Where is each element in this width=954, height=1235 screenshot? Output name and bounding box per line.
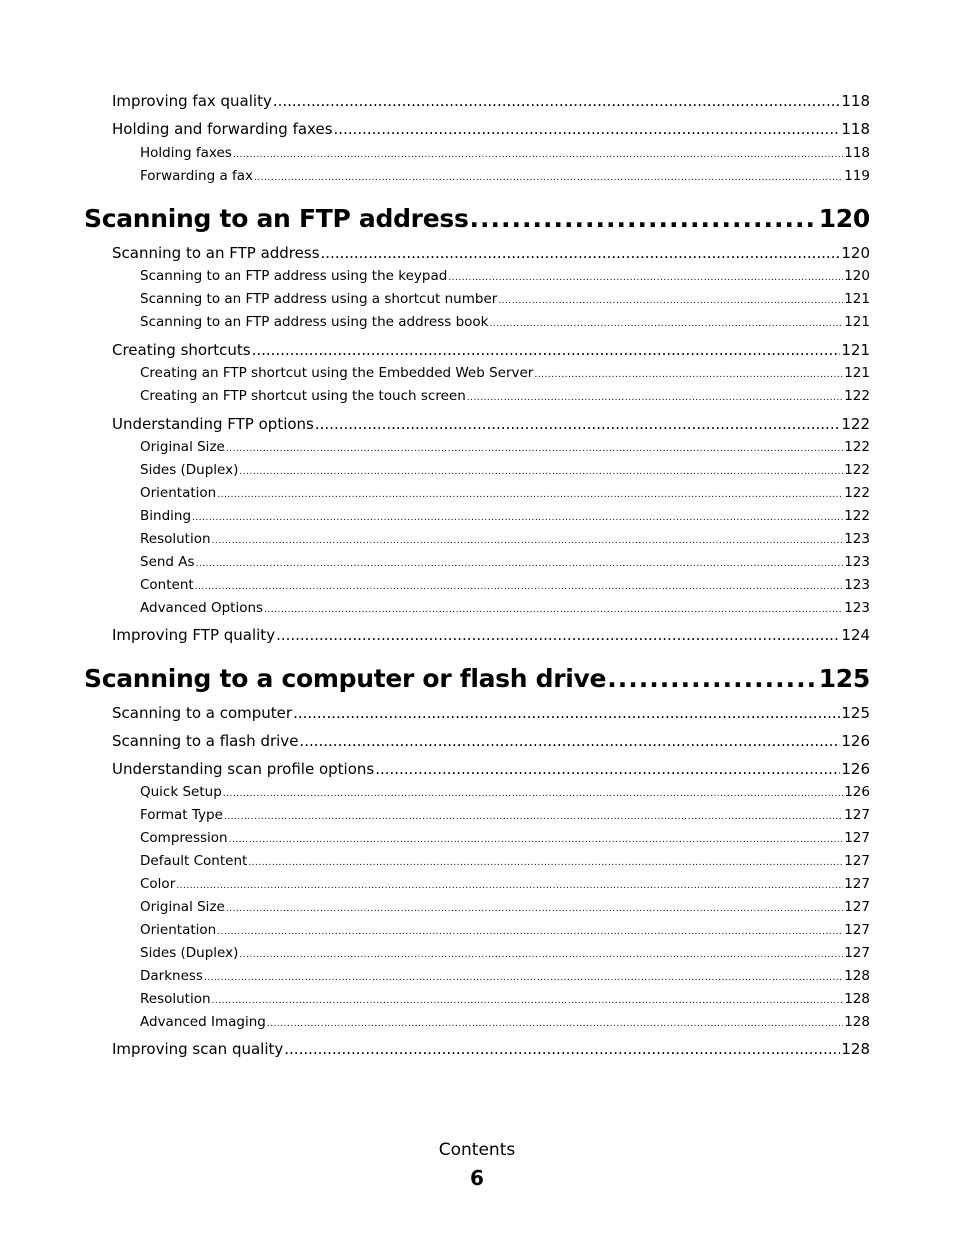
entry-page-number: 122 [844, 508, 870, 524]
entry-page-number: 125 [818, 664, 870, 693]
entry-title: Advanced Imaging [140, 1014, 266, 1030]
chapter-entry[interactable] [84, 204, 870, 233]
entry-page-number: 127 [844, 922, 870, 938]
entry-page-number: 125 [841, 704, 870, 722]
entry-page-number: 127 [844, 853, 870, 869]
dot-leader [226, 444, 843, 454]
section-entry[interactable] [112, 415, 870, 433]
subsection-entry[interactable] [140, 876, 870, 892]
entry-page-number: 121 [844, 291, 870, 307]
dot-leader [192, 513, 843, 523]
footer-section-label: Contents [438, 1140, 516, 1160]
dot-leader [217, 927, 843, 937]
dot-leader [226, 904, 843, 914]
entry-page-number: 119 [844, 168, 870, 184]
dot-leader [204, 973, 843, 983]
subsection-entry[interactable] [140, 1014, 870, 1030]
entry-page-number: 128 [844, 968, 870, 984]
section-entry[interactable] [112, 760, 870, 778]
subsection-entry[interactable] [140, 830, 870, 846]
dot-leader [321, 244, 841, 262]
entry-page-number: 127 [844, 830, 870, 846]
section-entry[interactable] [112, 341, 870, 359]
dot-leader [607, 664, 818, 693]
section-entry[interactable] [112, 1040, 870, 1058]
entry-title: Improving scan quality [112, 1040, 284, 1058]
dot-leader [467, 393, 843, 403]
entry-page-number: 123 [844, 600, 870, 616]
dot-leader [239, 467, 843, 477]
subsection-entry[interactable] [140, 991, 870, 1007]
dot-leader [273, 92, 841, 110]
dot-leader [276, 626, 840, 644]
entry-page-number: 118 [841, 92, 870, 110]
entry-title: Default Content [140, 853, 248, 869]
subsection-entry[interactable] [140, 439, 870, 455]
entry-title: Improving fax quality [112, 92, 272, 110]
entry-title: Color [140, 876, 176, 892]
entry-title: Sides (Duplex) [140, 462, 239, 478]
entry-page-number: 121 [844, 365, 870, 381]
subsection-entry[interactable] [140, 899, 870, 915]
entry-title: Orientation [140, 922, 217, 938]
entry-page-number: 120 [841, 244, 870, 262]
entry-page-number: 126 [841, 760, 870, 778]
section-entry[interactable] [112, 732, 870, 750]
entry-page-number: 123 [844, 554, 870, 570]
dot-leader [470, 204, 818, 233]
section-entry[interactable] [112, 244, 870, 262]
subsection-entry[interactable] [140, 600, 870, 616]
dot-leader [223, 789, 843, 799]
entry-page-number: 118 [841, 120, 870, 138]
entry-page-number: 118 [844, 145, 870, 161]
dot-leader [498, 296, 843, 306]
entry-title: Scanning to an FTP address using a shortcut number [140, 291, 498, 307]
subsection-entry[interactable] [140, 554, 870, 570]
dot-leader [315, 415, 840, 433]
entry-title: Content [140, 577, 194, 593]
subsection-entry[interactable] [140, 922, 870, 938]
entry-page-number: 128 [841, 1040, 870, 1058]
entry-page-number: 123 [844, 531, 870, 547]
dot-leader [196, 559, 844, 569]
entry-page-number: 127 [844, 807, 870, 823]
entry-page-number: 122 [844, 485, 870, 501]
section-entry[interactable] [112, 120, 870, 138]
chapter-entry[interactable] [84, 664, 870, 693]
entry-title: Scanning to a flash drive [112, 732, 299, 750]
entry-title: Scanning to an FTP address [112, 244, 320, 262]
entry-title: Advanced Options [140, 600, 264, 616]
entry-title: Creating an FTP shortcut using the touch screen [140, 388, 466, 404]
entry-title: Improving FTP quality [112, 626, 276, 644]
section-entry[interactable] [112, 704, 870, 722]
dot-leader [448, 273, 843, 283]
entry-title: Original Size [140, 899, 225, 915]
entry-title: Forwarding a fax [140, 168, 254, 184]
entry-title: Scanning to an FTP address [84, 204, 469, 233]
dot-leader [195, 582, 844, 592]
entry-page-number: 122 [844, 462, 870, 478]
dot-leader [224, 812, 843, 822]
entry-title: Quick Setup [140, 784, 222, 800]
dot-leader [264, 605, 843, 615]
dot-leader [267, 1019, 843, 1029]
dot-leader [489, 319, 843, 329]
subsection-entry[interactable] [140, 807, 870, 823]
subsection-entry[interactable] [140, 145, 870, 161]
subsection-entry[interactable] [140, 968, 870, 984]
entry-title: Binding [140, 508, 192, 524]
subsection-entry[interactable] [140, 945, 870, 961]
entry-page-number: 126 [841, 732, 870, 750]
entry-page-number: 124 [841, 626, 870, 644]
entry-title: Understanding FTP options [112, 415, 314, 433]
dot-leader [248, 858, 843, 868]
dot-leader [334, 120, 841, 138]
entry-title: Orientation [140, 485, 217, 501]
subsection-entry[interactable] [140, 365, 870, 381]
dot-leader [233, 150, 843, 160]
dot-leader [239, 950, 843, 960]
dot-leader [212, 536, 844, 546]
entry-page-number: 122 [844, 388, 870, 404]
subsection-entry[interactable] [140, 531, 870, 547]
dot-leader [252, 341, 841, 359]
entry-title: Darkness [140, 968, 203, 984]
entry-title: Scanning to a computer [112, 704, 293, 722]
entry-title: Holding faxes [140, 145, 232, 161]
section-entry[interactable] [112, 626, 870, 644]
subsection-entry[interactable] [140, 462, 870, 478]
entry-title: Scanning to an FTP address using the keypad [140, 268, 448, 284]
subsection-entry[interactable] [140, 291, 870, 307]
dot-leader [229, 835, 844, 845]
subsection-entry[interactable] [140, 314, 870, 330]
dot-leader [375, 760, 840, 778]
entry-title: Understanding scan profile options [112, 760, 375, 778]
entry-page-number: 120 [818, 204, 870, 233]
subsection-entry[interactable] [140, 168, 870, 184]
entry-page-number: 127 [844, 876, 870, 892]
entry-page-number: 122 [841, 415, 870, 433]
dot-leader [212, 996, 844, 1006]
subsection-entry[interactable] [140, 388, 870, 404]
entry-title: Creating shortcuts [112, 341, 251, 359]
dot-leader [176, 881, 843, 891]
entry-title: Compression [140, 830, 228, 846]
entry-page-number: 126 [844, 784, 870, 800]
entry-page-number: 122 [844, 439, 870, 455]
entry-title: Holding and forwarding faxes [112, 120, 333, 138]
dot-leader [299, 732, 840, 750]
subsection-entry[interactable] [140, 853, 870, 869]
subsection-entry[interactable] [140, 485, 870, 501]
section-entry[interactable] [112, 92, 870, 110]
entry-page-number: 127 [844, 899, 870, 915]
dot-leader [217, 490, 843, 500]
entry-title: Creating an FTP shortcut using the Embedded Web Server [140, 365, 534, 381]
dot-leader [293, 704, 840, 722]
entry-title: Scanning to an FTP address using the address book [140, 314, 489, 330]
footer-page-number: 6 [470, 1166, 484, 1190]
entry-title: Resolution [140, 991, 211, 1007]
subsection-entry[interactable] [140, 508, 870, 524]
entry-page-number: 121 [844, 314, 870, 330]
entry-title: Format Type [140, 807, 223, 823]
subsection-entry[interactable] [140, 577, 870, 593]
entry-page-number: 123 [844, 577, 870, 593]
dot-leader [284, 1040, 840, 1058]
entry-title: Original Size [140, 439, 225, 455]
entry-page-number: 120 [844, 268, 870, 284]
entry-title: Scanning to a computer or flash drive [84, 664, 607, 693]
entry-page-number: 128 [844, 1014, 870, 1030]
entry-title: Send As [140, 554, 195, 570]
subsection-entry[interactable] [140, 784, 870, 800]
entry-title: Resolution [140, 531, 211, 547]
entry-page-number: 128 [844, 991, 870, 1007]
entry-title: Sides (Duplex) [140, 945, 239, 961]
entry-page-number: 127 [844, 945, 870, 961]
subsection-entry[interactable] [140, 268, 870, 284]
entry-page-number: 121 [841, 341, 870, 359]
dot-leader [254, 173, 843, 183]
dot-leader [534, 370, 843, 380]
